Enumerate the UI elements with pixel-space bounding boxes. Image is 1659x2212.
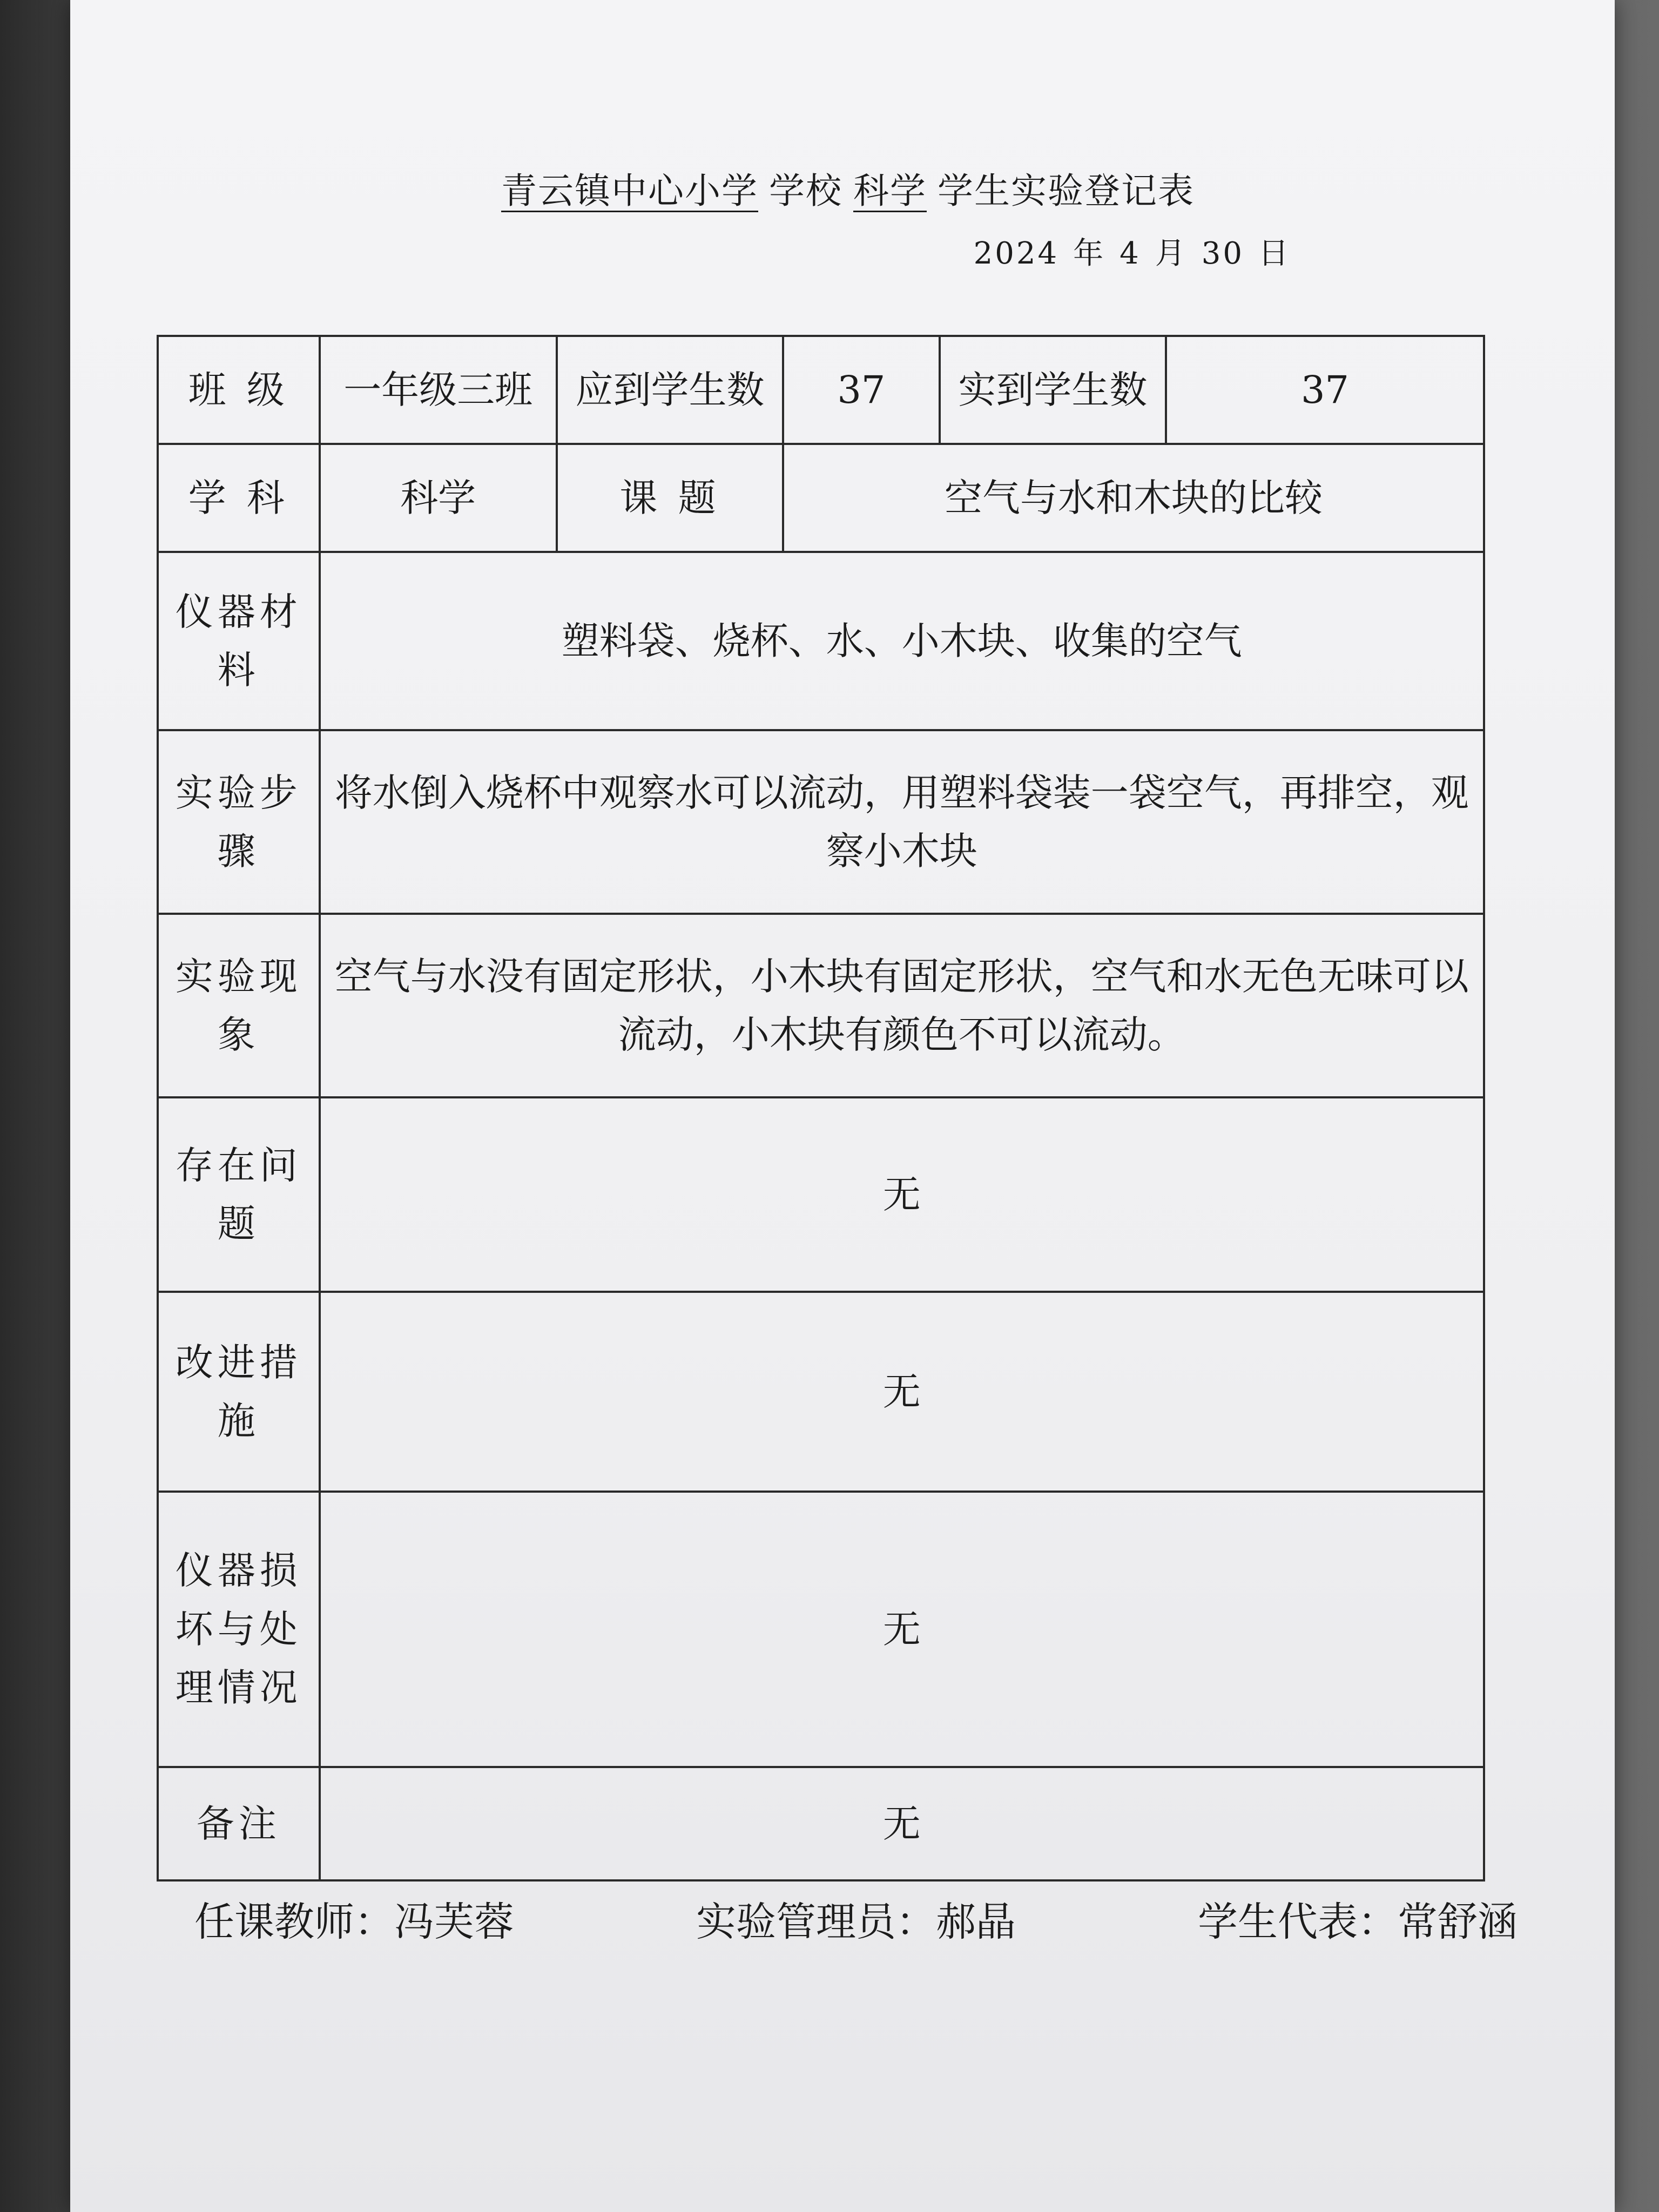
student-signature: 学生代表：常舒涵: [1198, 1899, 1518, 1945]
improvements-value: 无: [320, 1292, 1484, 1492]
teacher-signature: 任课教师：冯芙蓉: [194, 1899, 514, 1945]
expected-students-label: 应到学生数: [557, 336, 783, 444]
phenomena-label: 实验现象: [158, 914, 320, 1097]
topic-value: 空气与水和木块的比较: [783, 444, 1484, 552]
steps-label: 实验步骤: [158, 730, 320, 914]
notes-value: 无: [320, 1767, 1484, 1880]
paper-sheet: [70, 0, 1615, 2212]
form-title: [70, 162, 1615, 213]
actual-students-value: 37: [1166, 336, 1484, 444]
admin-signature: 实验管理员：郝晶: [696, 1899, 1016, 1945]
improvements-label: 改进措施: [158, 1292, 320, 1492]
table-row: [158, 730, 1484, 914]
materials-label: 仪器材料: [158, 552, 320, 730]
date-year-unit: 年: [1073, 236, 1106, 271]
notes-label: 备注: [158, 1767, 320, 1880]
subject-label: 学 科: [158, 444, 320, 552]
actual-students-label: 实到学生数: [940, 336, 1166, 444]
table-row: [158, 552, 1484, 730]
damage-value: 无: [320, 1492, 1484, 1767]
phenomena-value: 空气与水没有固定形状，小木块有固定形状，空气和水无色无味可以流动，小木块有颜色不可以流动。: [320, 914, 1484, 1097]
date-month: 4: [1120, 236, 1141, 271]
table-row: [158, 1097, 1484, 1292]
date-day-unit: 日: [1258, 236, 1291, 271]
date-year: 2024: [973, 236, 1060, 271]
school-name: 青云镇中心小学: [501, 170, 758, 212]
table-row: [158, 914, 1484, 1097]
table-row: [158, 1292, 1484, 1492]
subject-value: 科学: [320, 444, 557, 552]
table-row: [158, 1767, 1484, 1880]
title-suffix: 学生实验登记表: [938, 170, 1195, 212]
expected-students-value: 37: [783, 336, 940, 444]
damage-label: 仪器损坏与处理情况: [158, 1492, 320, 1767]
date-day: 30: [1201, 236, 1244, 271]
table-row: [158, 336, 1484, 444]
problems-label: 存在问题: [158, 1097, 320, 1292]
registration-table: [157, 335, 1485, 1881]
steps-value: 将水倒入烧杯中观察水可以流动，用塑料袋装一袋空气，再排空，观察小木块: [320, 730, 1484, 914]
subject-name: 科学: [853, 170, 927, 212]
school-suffix: 学校: [769, 170, 842, 212]
topic-label: 课 题: [557, 444, 783, 552]
form-date: [960, 230, 1291, 273]
class-label: 班 级: [158, 336, 320, 444]
date-month-unit: 月: [1155, 236, 1188, 271]
table-row: [158, 444, 1484, 552]
table-row: [158, 1492, 1484, 1767]
class-value: 一年级三班: [320, 336, 557, 444]
signature-footer: [194, 1890, 1518, 1947]
problems-value: 无: [320, 1097, 1484, 1292]
materials-value: 塑料袋、烧杯、水、小木块、收集的空气: [320, 552, 1484, 730]
